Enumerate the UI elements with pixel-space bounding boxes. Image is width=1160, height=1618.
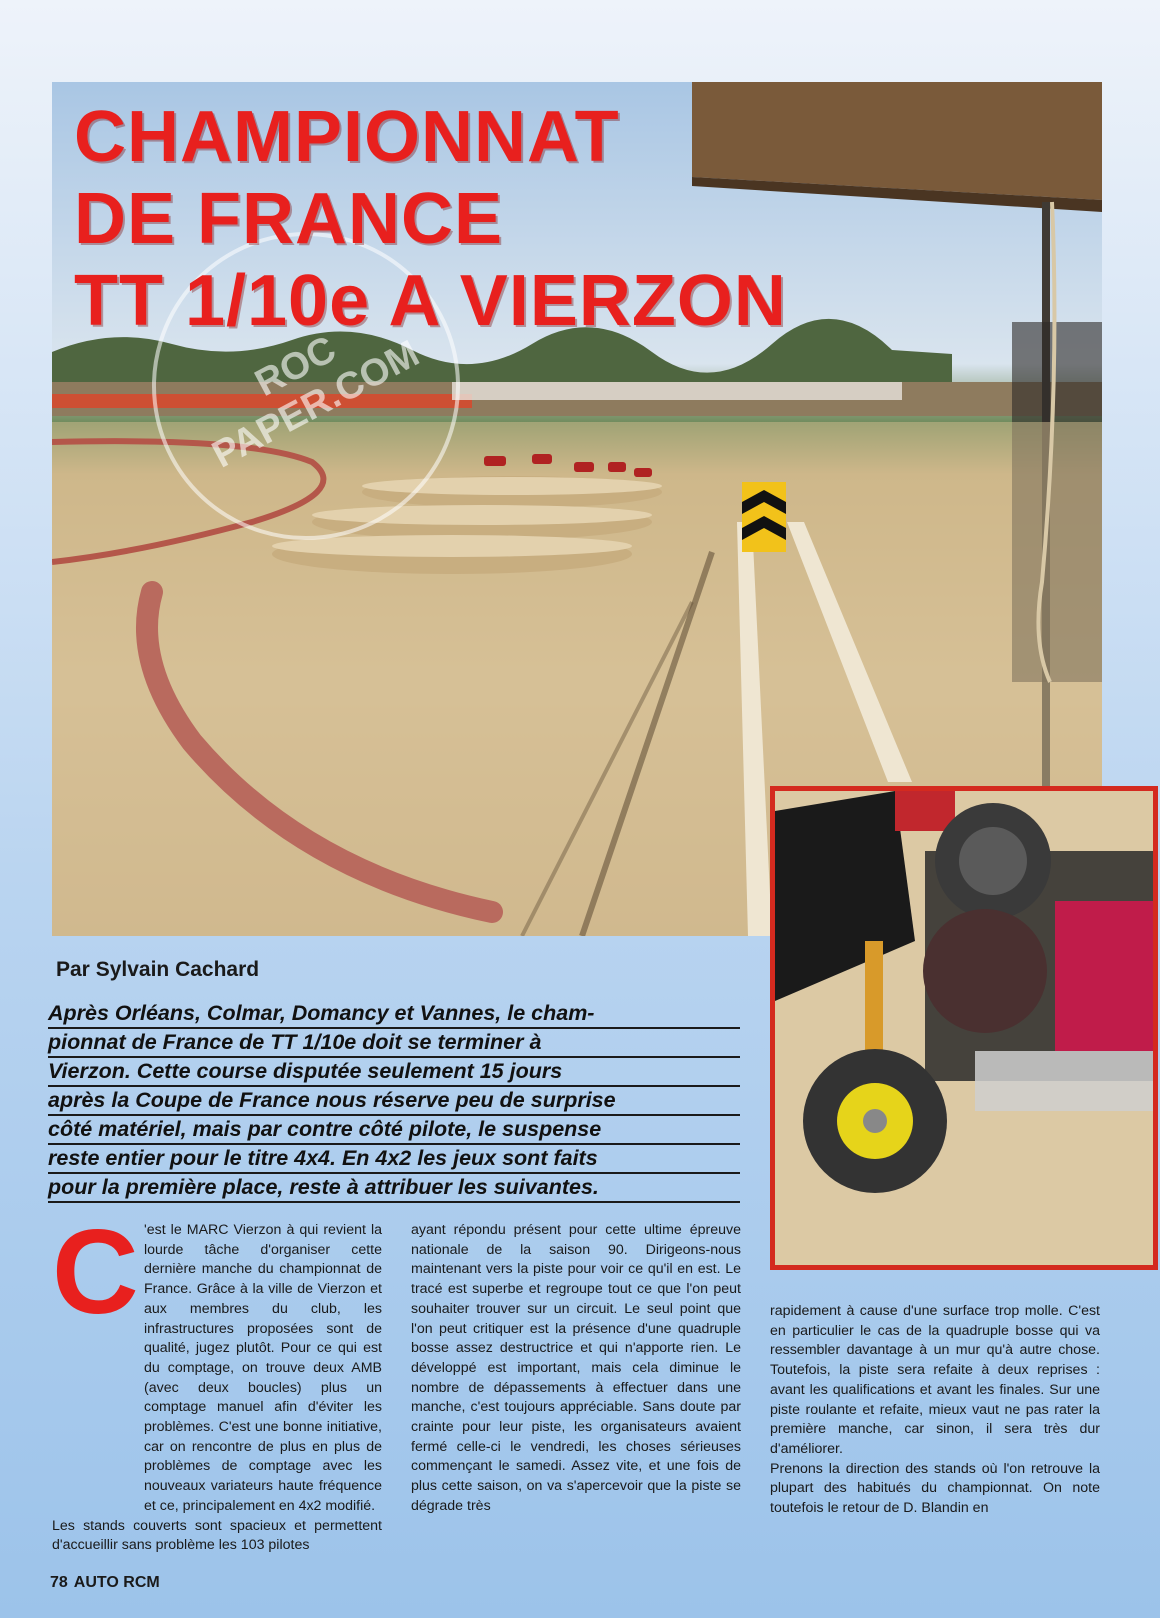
headline-line-3: TT 1/10e A VIERZON xyxy=(74,261,787,341)
article-column-3 xyxy=(770,1302,1100,1519)
article-paragraph: rapidement à cause d'une surface trop molle. C'est en particulier le cas de la quadruple bosse qui va ressembler davantage à un mur qu'à autre chose. Toutefois, la piste sera refaite à deux reprises : avant les qualifications et avant les finales. Sur une piste roulante et refaite, mieux vaut ne pas rater la première manche, car sinon, il sera très dur d'améliorer. xyxy=(770,1303,1100,1457)
intro-paragraph xyxy=(48,1000,740,1203)
intro-line: pour la première place, reste à attribuer les suivantes. xyxy=(48,1174,740,1203)
article-column-1 xyxy=(52,1205,382,1556)
article-column-2 xyxy=(411,1221,741,1517)
buggy-illustration xyxy=(775,791,1153,1265)
article-text: 'est le MARC Vierzon à qui revient la lourde tâche d'organiser cette dernière manche du championnat de France. Grâce à la ville de Vierzon et aux membres du club, les infrastructures proposées sont de qualité, jugez plutôt. Pour ce qui est du comptage, on trouve deux AMB (avec deux boucles) plus un comptage manuel afin d'éviter les problèmes. C'est une bonne initiative, car on rencontre de plus en plus de problèmes de comptage avec les nouveaux variateurs haute fréquence et ce, principalement en 4x2 modifié. xyxy=(144,1222,382,1514)
article-paragraph: Prenons la direction des stands où l'on retrouve la plupart des habitués du championnat. On note toutefois le retour de D. Blandin en xyxy=(770,1460,1100,1517)
headline xyxy=(74,96,787,342)
byline: Par Sylvain Cachard xyxy=(56,958,260,981)
page-number: 78 xyxy=(50,1574,68,1591)
headline-line-2: DE FRANCE xyxy=(74,179,504,259)
intro-line: reste entier pour le titre 4x4. En 4x2 les jeux sont faits xyxy=(48,1145,740,1174)
article-paragraph: ayant répondu présent pour cette ultime épreuve nationale de la saison 90. Dirigeons-nous maintenant vers la piste pour voir ce qu'il en est. Le tracé est superbe et regroupe tout ce que l'on peut souhaiter trouver sur un circuit. Le seul point que l'on peut critiquer est la présence d'une quadruple bosse assez destructrice et qui n'apporte rien. Le développé est important, mais cela diminue le nombre de dépassements à effectuer dans une manche, c'est toujours appréciable. Sans doute par crainte pour leur piste, les organisateurs avaient fermé celle-ci le vendredi, les choses sérieuses commençant le samedi. Assez vite, et une fois de plus cette saison, on va s'apercevoir que la piste se dégrade très xyxy=(411,1222,741,1514)
article-paragraph xyxy=(52,1205,382,1517)
intro-line: côté matériel, mais par contre côté pilote, le suspense xyxy=(48,1116,740,1145)
page-footer xyxy=(50,1574,160,1592)
watermark-stamp: ROC PAPER.COM xyxy=(98,178,515,595)
drop-cap: C xyxy=(52,1205,139,1339)
intro-line: Vierzon. Cette course disputée seulement 15 jours xyxy=(48,1058,740,1087)
headline-line-1: CHAMPIONNAT xyxy=(74,97,620,177)
magazine-name: AUTO RCM xyxy=(73,1574,160,1591)
intro-line: après la Coupe de France nous réserve peu de surprise xyxy=(48,1087,740,1116)
article-paragraph: Les stands couverts sont spacieux et permettent d'accueillir sans problème les 103 pilotes xyxy=(52,1517,382,1554)
intro-line: pionnat de France de TT 1/10e doit se terminer à xyxy=(48,1029,740,1058)
intro-line: Après Orléans, Colmar, Domancy et Vannes, le cham- xyxy=(48,1000,740,1029)
inset-buggy-photo xyxy=(770,786,1158,1270)
